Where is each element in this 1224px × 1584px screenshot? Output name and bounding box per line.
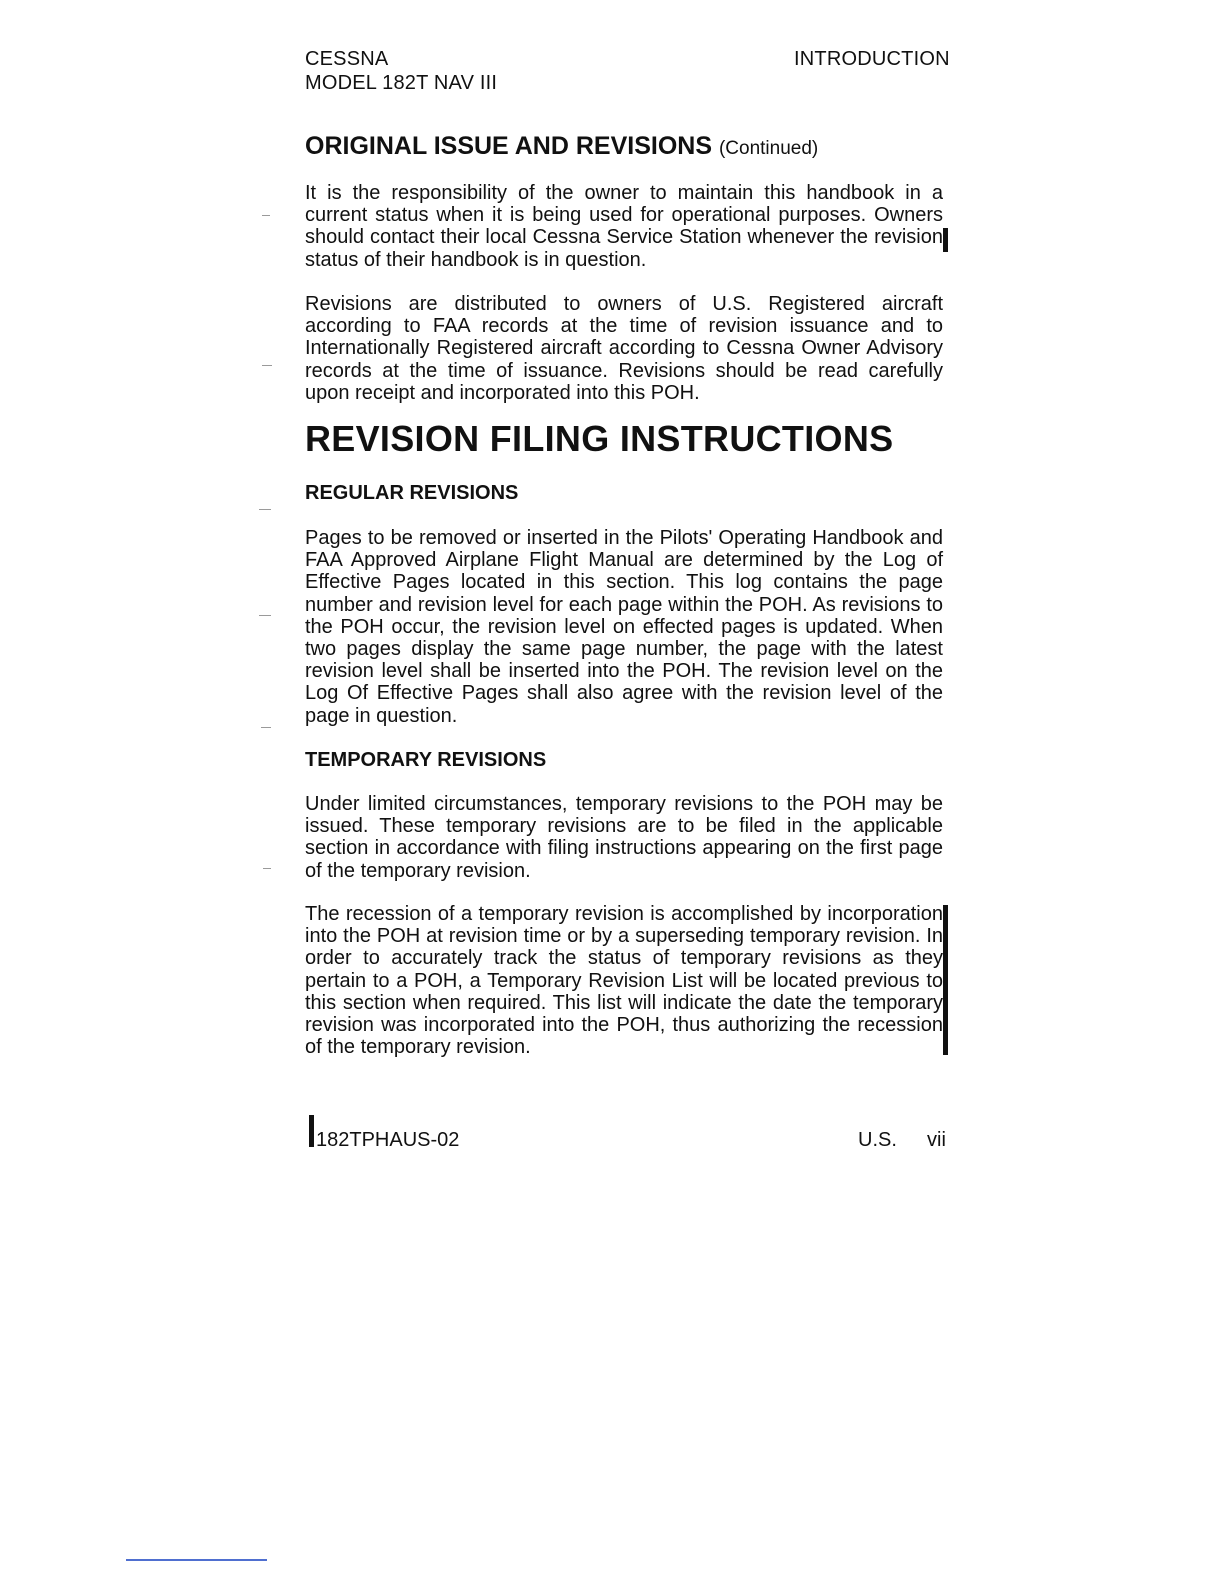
paragraph-text: Under limited circumstances, temporary revisions to the POH may be issued. These temporary revisions are to be filed in the applicable section in accordance with filing instructions appearing on the first page of the temporary revision. (305, 793, 943, 882)
continued-label: (Continued) (718, 138, 819, 159)
paragraph-revision-distribution (305, 293, 943, 404)
paragraph-text: It is the responsibility of the owner to maintain this handbook in a current status when it is being used for operational purposes. Owners should contact their local Cessna Service Station whenever the revision status of their handbook is in question. (305, 182, 943, 271)
paragraph-temporary-issuance (305, 793, 943, 882)
paragraph-owner-responsibility (305, 182, 943, 271)
change-bar (943, 228, 948, 252)
subheading-regular-revisions: REGULAR REVISIONS (305, 482, 519, 504)
margin-mark (259, 509, 271, 510)
paragraph-text: Pages to be removed or inserted in the Pilots' Operating Handbook and FAA Approved Airplane Flight Manual are determined by the Log of Effective Pages located in this section. This log contains the page number and revision level for each page within the POH. As revisions to the POH occur, the revision level on effected pages is updated. When two pages display the same page number, the page with the latest revision level shall be inserted into the POH. The revision level on the Log Of Effective Pages shall also agree with the revision level of the page in question. (305, 527, 943, 727)
bottom-rule (126, 1559, 267, 1561)
footer-page-number: vii (927, 1129, 946, 1151)
margin-mark (262, 365, 272, 366)
margin-mark (262, 215, 270, 216)
paragraph-text: The recession of a temporary revision is accomplished by incorporation into the POH at revision time or by a superseding temporary revision. In order to accurately track the status of temporary revisions as they pertain to a POH, a Temporary Revision List will be located previous to this section when required. This list will indicate the date the temporary revision was incorporated into the POH, thus authorizing the recession of the temporary revision. (305, 903, 943, 1059)
section-heading-original-issue (305, 131, 818, 164)
change-bar (943, 905, 948, 1055)
header-left (305, 47, 497, 95)
change-bar-footer (309, 1115, 314, 1147)
main-heading-revision-filing: REVISION FILING INSTRUCTIONS (305, 418, 894, 459)
margin-mark (259, 615, 271, 616)
paragraph-text: Revisions are distributed to owners of U.S. Registered aircraft according to FAA records at the time of revision issuance and to Internationally Registered aircraft according to Cessna Owner Advisory records at the time of issuance. Revisions should be read carefully upon receipt and incorporated into this POH. (305, 293, 943, 404)
header-section-title: INTRODUCTION (794, 48, 950, 70)
footer-document-id: 182TPHAUS-02 (316, 1129, 460, 1151)
header-model: MODEL 182T NAV III (305, 72, 498, 94)
footer-region: U.S. (858, 1129, 897, 1151)
paragraph-regular-revisions (305, 527, 943, 727)
paragraph-temporary-recession (305, 903, 943, 1058)
subheading-temporary-revisions: TEMPORARY REVISIONS (305, 749, 547, 771)
header-manufacturer: CESSNA (305, 48, 389, 70)
margin-mark (261, 727, 271, 728)
margin-mark (263, 868, 271, 869)
section-heading-text: ORIGINAL ISSUE AND REVISIONS (305, 132, 713, 160)
